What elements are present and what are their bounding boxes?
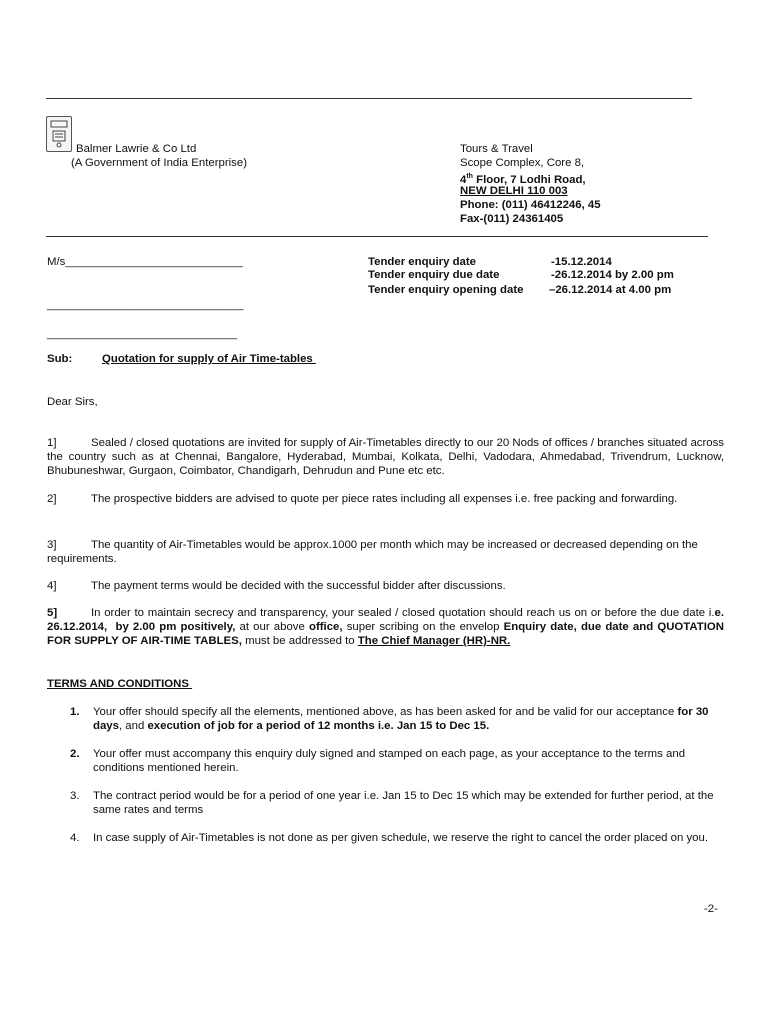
paragraph-4-number: 4] — [47, 580, 57, 592]
recipient-line-3: ______________________________ — [47, 328, 238, 340]
top-rule — [46, 98, 692, 99]
floor-sup: th — [466, 173, 473, 180]
term-1-text-b: for 30 days — [93, 706, 709, 732]
tender-due-date-value: -26.12.2014 by 2.00 pm — [551, 269, 674, 281]
paragraph-1 — [47, 436, 724, 478]
term-4-text: In case supply of Air-Timetables is not done as per given schedule, we reserve the right to cancel the order placed on you. — [93, 832, 709, 844]
paragraph-5-text-d: office, — [309, 621, 343, 633]
paragraph-2 — [47, 492, 724, 506]
paragraph-1-text: Sealed / closed quotations are invited for supply of Air-Timetables directly to our 20 Nods of offices / branches situated across the country such as at Chennai, Bangalore, Hyderabad, Mumbai, Kolkata, Delhi, Vadodara, Ahmedabad, Trivendrum, Lucknow, Bhubuneshwar, Gurgaon, Coimbator, Chandigarh, Dehrudun and Pune etc etc. — [47, 437, 724, 477]
address-line-1: Scope Complex, Core 8, — [460, 157, 585, 169]
company-logo-icon — [46, 116, 72, 152]
page-number: -2- — [704, 903, 718, 915]
paragraph-1-number: 1] — [47, 437, 57, 449]
dept-name: Tours & Travel — [460, 143, 533, 155]
header-rule — [46, 236, 708, 237]
address-city: NEW DELHI 110 003 — [460, 185, 568, 197]
paragraph-3-text: The quantity of Air-Timetables would be approx.1000 per month which may be increased or decreased depending on the requirements. — [47, 539, 698, 565]
recipient-ms: M/s____________________________ — [47, 256, 243, 268]
term-4-number: 4. — [70, 832, 80, 844]
recipient-line-2: _______________________________ — [47, 299, 244, 311]
paragraph-3-number: 3] — [47, 539, 57, 551]
paragraph-5-text-c: at our above — [235, 621, 309, 633]
paragraph-2-text: The prospective bidders are advised to quote per piece rates including all expenses i.e. free packing and forwarding. — [91, 493, 678, 505]
paragraph-4 — [47, 579, 724, 593]
floor-rest: Floor, 7 Lodhi Road, — [472, 173, 586, 186]
paragraph-5-number: 5] — [47, 607, 58, 619]
term-2-text: Your offer must accompany this enquiry duly signed and stamped on each page, as your acceptance to the terms and conditions mentioned herein. — [93, 748, 686, 774]
tender-opening-label: Tender enquiry opening date — [368, 284, 524, 296]
term-1-text-a: Your offer should specify all the elements, mentioned above, as has been asked for and be valid for our acceptance — [93, 706, 678, 718]
term-1-number: 1. — [70, 706, 80, 718]
company-name: Balmer Lawrie & Co Ltd — [76, 143, 197, 155]
salutation: Dear Sirs, — [47, 396, 98, 408]
paragraph-5-text-b: e. 26.12.2014, by 2.00 pm positively, — [47, 607, 728, 633]
terms-heading: TERMS AND CONDITIONS — [47, 678, 193, 690]
floor-number: 4 — [460, 173, 467, 186]
paragraph-2-number: 2] — [47, 493, 57, 505]
term-3-text: The contract period would be for a period of one year i.e. Jan 15 to Dec 15 which may be extended for further period, at the same rates and terms — [93, 790, 714, 816]
paragraph-5-text-f: Enquiry date, due date and QUOTATION FOR SUPPLY OF AIR-TIME TABLES, — [47, 621, 724, 647]
tender-opening-value: –26.12.2014 at 4.00 pm — [549, 284, 672, 296]
paragraph-5-text-g: must be addressed to — [241, 635, 358, 647]
term-1-text-d: execution of job for a period of 12 months i.e. Jan 15 to Dec 15. — [147, 720, 490, 732]
paragraph-5-text-e: super scribing on the envelop — [342, 621, 504, 633]
term-1-text — [93, 705, 733, 733]
company-tagline: (A Government of India Enterprise) — [71, 157, 248, 169]
paragraph-5 — [47, 606, 728, 648]
term-2-number: 2. — [70, 748, 80, 760]
paragraph-5-text-h: The Chief Manager (HR)-NR. — [357, 635, 511, 647]
tender-enquiry-date-value: -15.12.2014 — [551, 256, 612, 268]
paragraph-5-text-a: In order to maintain secrecy and transparency, your sealed / closed quotation should reach us on or before the due date i. — [91, 607, 715, 619]
subject-text: Quotation for supply of Air Time-tables — [102, 353, 316, 365]
phone-number: Phone: (011) 46412246, 45 — [460, 199, 601, 211]
fax-number: Fax-(011) 24361405 — [460, 213, 564, 225]
term-1-text-c: , and — [118, 720, 148, 732]
tender-enquiry-date-label: Tender enquiry date — [368, 256, 477, 268]
tender-due-date-label: Tender enquiry due date — [368, 269, 500, 281]
paragraph-4-text: The payment terms would be decided with the successful bidder after discussions. — [91, 580, 506, 592]
subject-label: Sub: — [47, 353, 73, 365]
paragraph-3 — [47, 538, 707, 566]
term-3-number: 3. — [70, 790, 80, 802]
